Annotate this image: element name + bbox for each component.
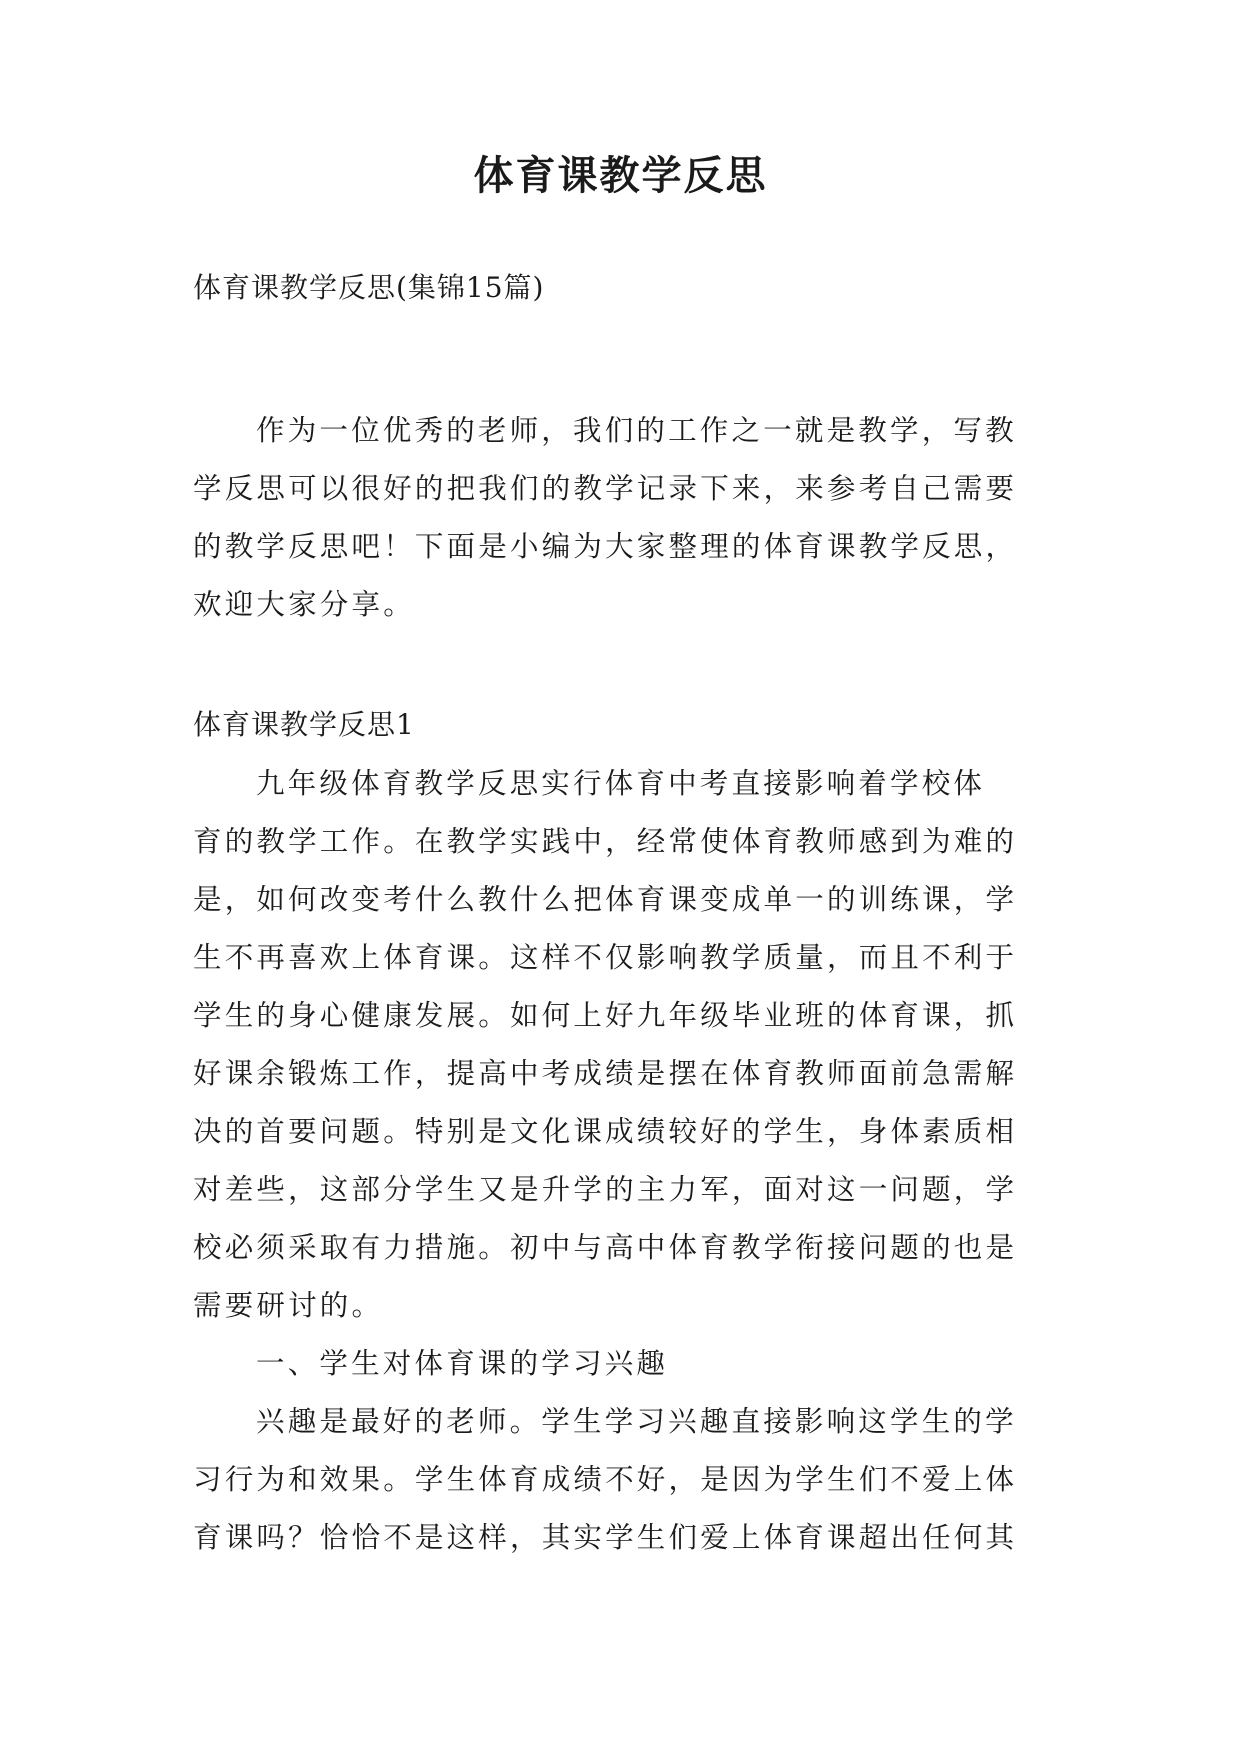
subheading-line: 一、学生对体育课的学习兴趣 bbox=[256, 1347, 669, 1380]
intro-paragraph bbox=[193, 402, 1053, 634]
body-line: 九年级体育教学反思实行体育中考直接影响着学校体 bbox=[256, 767, 986, 800]
body-line: 习行为和效果。学生体育成绩不好，是因为学生们不爱上体 bbox=[193, 1463, 1018, 1496]
intro-line: 学反思可以很好的把我们的教学记录下来，来参考自己需要 bbox=[193, 472, 1018, 505]
body-line: 育的教学工作。在教学实践中，经常使体育教师感到为难的 bbox=[193, 825, 1018, 858]
section-heading: 体育课教学反思1 bbox=[193, 708, 415, 741]
body-line: 决的首要问题。特别是文化课成绩较好的学生，身体素质相 bbox=[193, 1115, 1018, 1148]
body-line: 校必须采取有力措施。初中与高中体育教学衔接问题的也是 bbox=[193, 1231, 1018, 1264]
intro-line: 的教学反思吧！下面是小编为大家整理的体育课教学反思， bbox=[193, 530, 1018, 563]
document-subtitle: 体育课教学反思(集锦15篇) bbox=[193, 271, 545, 304]
intro-line: 欢迎大家分享。 bbox=[193, 588, 415, 621]
intro-line: 作为一位优秀的老师，我们的工作之一就是教学，写教 bbox=[256, 414, 1017, 447]
section-body bbox=[193, 755, 1053, 1567]
body-line: 兴趣是最好的老师。学生学习兴趣直接影响这学生的学 bbox=[256, 1405, 1017, 1438]
body-line: 需要研讨的。 bbox=[193, 1289, 384, 1322]
document-title: 体育课教学反思 bbox=[473, 152, 768, 199]
body-line: 好课余锻炼工作，提高中考成绩是摆在体育教师面前急需解 bbox=[193, 1057, 1018, 1090]
body-line: 育课吗？恰恰不是这样，其实学生们爱上体育课超出任何其 bbox=[193, 1521, 1018, 1554]
body-line: 生不再喜欢上体育课。这样不仅影响教学质量，而且不利于 bbox=[193, 941, 1018, 974]
body-line: 对差些，这部分学生又是升学的主力军，面对这一问题，学 bbox=[193, 1173, 1018, 1206]
body-line: 学生的身心健康发展。如何上好九年级毕业班的体育课，抓 bbox=[193, 999, 1018, 1032]
body-line: 是，如何改变考什么教什么把体育课变成单一的训练课，学 bbox=[193, 883, 1018, 916]
